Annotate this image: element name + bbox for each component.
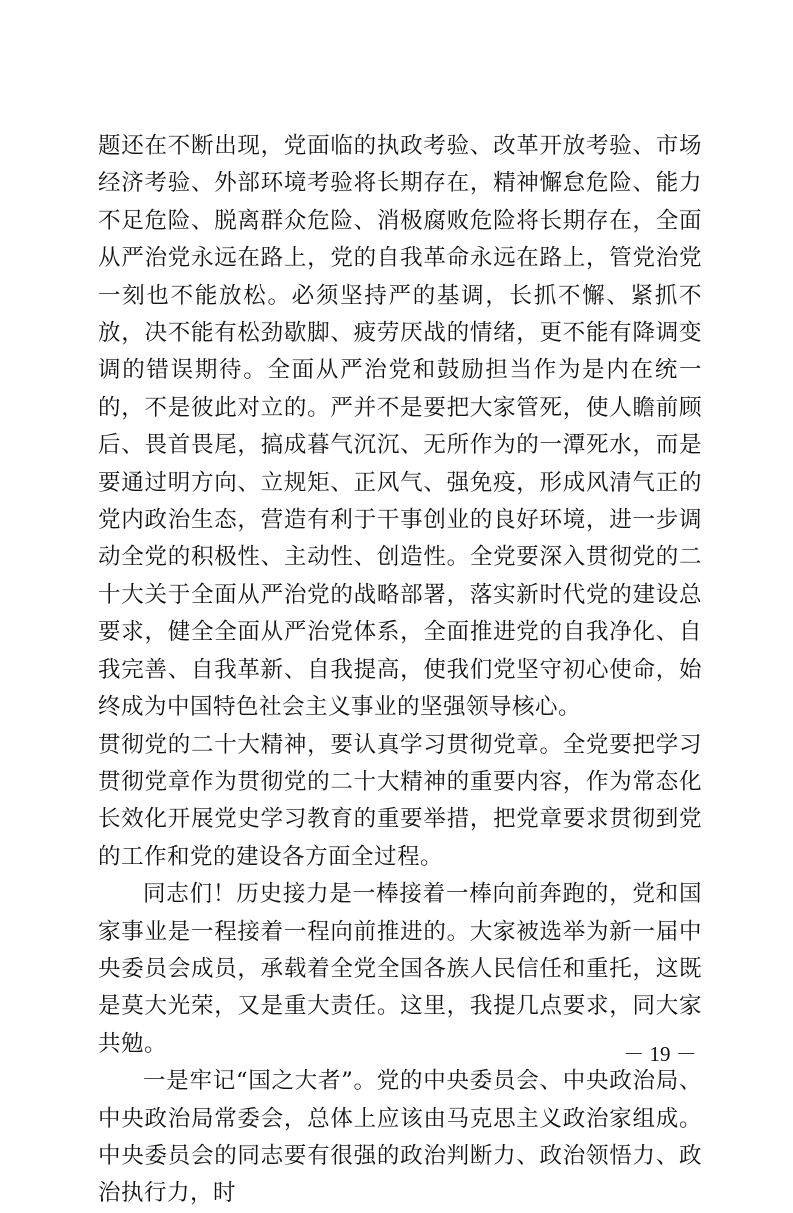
paragraph-first-requirement: 一是牢记“国之大者”。党的中央委员会、中央政治局、中央政治局常委会，总体上应该由马克思主义政治家组成。中央委员会的同志要有很强的政治判断力、政治领悟力、政治执行力，时 <box>98 1068 702 1207</box>
paragraph-continuation: 题还在不断出现，党面临的执政考验、改革开放考验、市场经济考验、外部环境考验将长期存在，精神懈怠危险、能力不足危险、脱离群众危险、消极腐败危险将长期存在，全面从严治党永远在路上，党的自我革命永远在路上，管党治党一刻也不能放松。必须坚持严的基调，长抓不懈、紧抓不放，决不能有松劲歇脚、疲劳厌战的情绪，更不能有降调变调的错误期待。全面从严治党和鼓励担当作为是内在统一的，不是彼此对立的。严并不是要把大家管死，使人瞻前顾后、畏首畏尾，搞成暮气沉沉、无所作为的一潭死水，而是要通过明方向、立规矩、正风气、强免疫，形成风清气正的党内政治生态，营造有利于干事创业的良好环境，进一步调动全党的积极性、主动性、创造性。全党要深入贯彻党的二十大关于全面从严治党的战略部署，落实新时代党的建设总要求，健全全面从严治党体系，全面推进党的自我净化、自我完善、自我革新、自我提高，使我们党坚守初心使命，始终成为中国特色社会主义事业的坚强领导核心。 <box>98 133 702 721</box>
page-number: － 19 － <box>623 1042 697 1066</box>
paragraph-party-constitution: 贯彻党的二十大精神，要认真学习贯彻党章。全党要把学习贯彻党章作为贯彻党的二十大精神的重要内容，作为常态化长效化开展党史学习教育的重要举措，把党章要求贯彻到党的工作和党的建设各方面全过程。 <box>98 731 702 870</box>
paragraph-comrades: 同志们！历史接力是一棒接着一棒向前奔跑的，党和国家事业是一程接着一程向前推进的。大家被选举为新一届中央委员会成员，承载着全党全国各族人民信任和重托，这既是莫大光荣，又是重大责任。这里，我提几点要求，同大家共勉。 <box>98 881 702 1057</box>
body-text <box>98 128 702 1213</box>
